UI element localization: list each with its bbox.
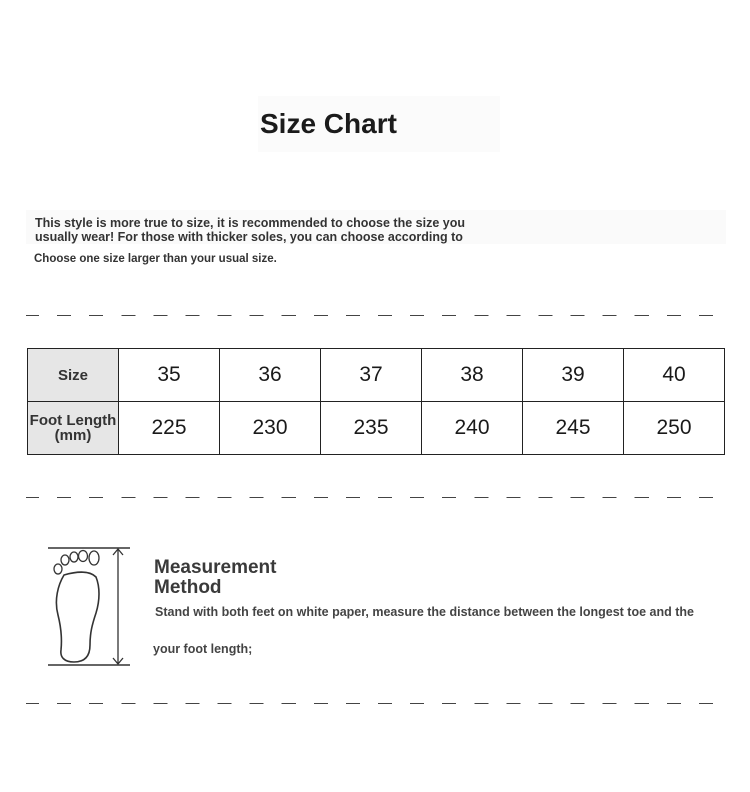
- foot-outline-icon: [44, 545, 134, 670]
- dashed-divider: [26, 497, 726, 498]
- foot-length-cell: 235: [321, 402, 422, 455]
- dashed-divider: [26, 703, 726, 704]
- notice-line-1: This style is more true to size, it is recommended to choose the size you: [35, 216, 465, 230]
- notice-line-3: Choose one size larger than your usual size.: [34, 253, 277, 265]
- size-cell: 35: [119, 349, 220, 402]
- measurement-instruction-end: your foot length;: [153, 642, 253, 656]
- measurement-title-line-2: Method: [154, 577, 222, 598]
- size-cell: 37: [321, 349, 422, 402]
- page-title: Size Chart: [258, 96, 500, 152]
- size-row: [28, 349, 725, 402]
- size-cell: 40: [624, 349, 725, 402]
- measurement-instruction: Stand with both feet on white paper, measure the distance between the longest toe and the: [155, 605, 694, 619]
- size-cell: 38: [422, 349, 523, 402]
- size-table: [27, 348, 725, 455]
- foot-length-row: [28, 402, 725, 455]
- size-cell: 36: [220, 349, 321, 402]
- foot-length-cell: 240: [422, 402, 523, 455]
- measurement-title: [154, 558, 277, 598]
- foot-length-cell: 225: [119, 402, 220, 455]
- foot-length-cell: 245: [523, 402, 624, 455]
- size-notice: [35, 216, 555, 244]
- size-header: Size: [28, 349, 119, 402]
- size-cell: 39: [523, 349, 624, 402]
- foot-length-header: [28, 402, 119, 455]
- unit-label: (mm): [54, 427, 92, 444]
- dashed-divider: [26, 315, 726, 316]
- measurement-title-line-1: Measurement: [154, 557, 277, 578]
- foot-length-label: Foot Length: [29, 412, 117, 429]
- notice-line-2: usually wear! For those with thicker soles, you can choose according to: [35, 230, 463, 244]
- foot-length-cell: 250: [624, 402, 725, 455]
- foot-length-cell: 230: [220, 402, 321, 455]
